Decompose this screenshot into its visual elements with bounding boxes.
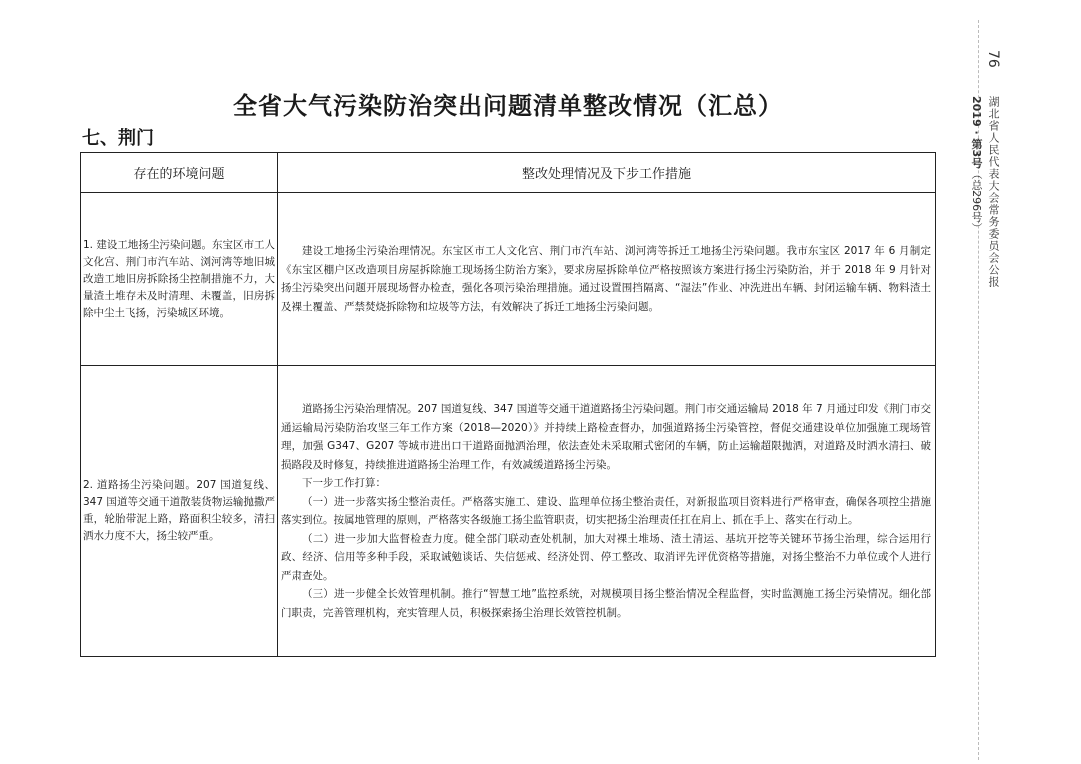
issue-info	[968, 96, 984, 233]
table-row	[81, 366, 936, 657]
journal-name: 湖北省人民代表大会常务委员会公报	[987, 96, 1000, 288]
measures-paragraph: （一）进一步落实扬尘整治责任。严格落实施工、建设、监理单位扬尘整治责任，对新报监项目资料进行严格审查，确保各项控尘措施落实到位。按属地管理的原则，严格落实各级施工扬尘监管职责，切实把扬尘治理责任扛在肩上、抓在手上、落实在行动上。	[281, 495, 931, 526]
table-row	[81, 193, 936, 366]
header-issue: 存在的环境问题	[81, 153, 278, 193]
document-title: 全省大气污染防治突出问题清单整改情况（汇总）	[233, 92, 783, 120]
page-number: 76	[985, 50, 1001, 68]
issue-year-label: 2019 · 第3号	[970, 96, 983, 169]
table-header-row	[81, 153, 936, 193]
measures-paragraph: 下一步工作打算：	[302, 477, 386, 489]
measures-paragraph: （三）进一步健全长效管理机制。推行“智慧工地”监控系统，对规模项目扬尘整治情况全程监督，实时监测施工扬尘污染情况。细化部门职责，完善管理机构，充实管理人员，积极探索扬尘治理长效管控机制。	[281, 588, 931, 619]
measures-cell	[278, 193, 936, 366]
measures-paragraph: （二）进一步加大监督检查力度。健全部门联动查处机制，加大对裸土堆场、渣土清运、基坑开挖等关键环节扬尘治理，综合运用行政、经济、信用等多种手段，采取诫勉谈话、失信惩戒、经济处罚、停工整改、取消评先评优资格等措施，对扬尘整治不力单位或个人进行严肃查处。	[281, 532, 931, 582]
measures-cell	[278, 366, 936, 657]
section-heading: 七、荆门	[82, 128, 154, 149]
issue-total: （总296号）	[970, 168, 983, 234]
issue-cell: 1. 建设工地扬尘污染问题。东宝区市工人文化宫、荆门市汽车站、浏河湾等地旧城改造工地旧房拆除扬尘控制措施不力，大量渣土堆存未及时清理、未覆盖，旧房拆除中尘土飞扬，污染城区环境。	[81, 193, 278, 366]
issue-cell: 2. 道路扬尘污染问题。207 国道复线、347 国道等交通干道散装货物运输抛撒严重，轮胎带泥上路，路面积尘较多，清扫洒水力度不大，扬尘较严重。	[81, 366, 278, 657]
header-measures: 整改处理情况及下步工作措施	[278, 153, 936, 193]
measures-paragraph: 建设工地扬尘污染治理情况。东宝区市工人文化宫、荆门市汽车站、浏河湾等拆迁工地扬尘污染问题。我市东宝区 2017 年 6 月制定《东宝区棚户区改造项目房屋拆除施工现场扬尘防治方案》，要求房屋拆除单位严格按照该方案进行扬尘污染防治，并于 2018 年 9 月针对扬尘污染突出问题开展现场督办检查，强化各项污染治理措施。通过设置围挡隔离、“湿法”作业、冲洗进出车辆、封闭运输车辆、物料渣土及裸土覆盖、严禁焚烧拆除物和垃圾等方法，有效解决了拆迁工地扬尘污染问题。	[281, 245, 931, 313]
measures-paragraph: 道路扬尘污染治理情况。207 国道复线、347 国道等交通干道道路扬尘污染问题。荆门市交通运输局 2018 年 7 月通过印发《荆门市交通运输局污染防治攻坚三年工作方案（2018—2020）》并持续上路检查督办，加强道路扬尘污染管控，督促交通建设单位加强施工现场管理，加强 G347、G207 等城市进出口干道路面抛洒治理，依法查处未采取厢式密闭的车辆，防止运输超限抛洒，对道路及时洒水清扫、破损路段及时修复，持续推进道路扬尘治理工作，有效减缓道路扬尘污染。	[281, 403, 932, 471]
rectification-table	[80, 152, 936, 657]
